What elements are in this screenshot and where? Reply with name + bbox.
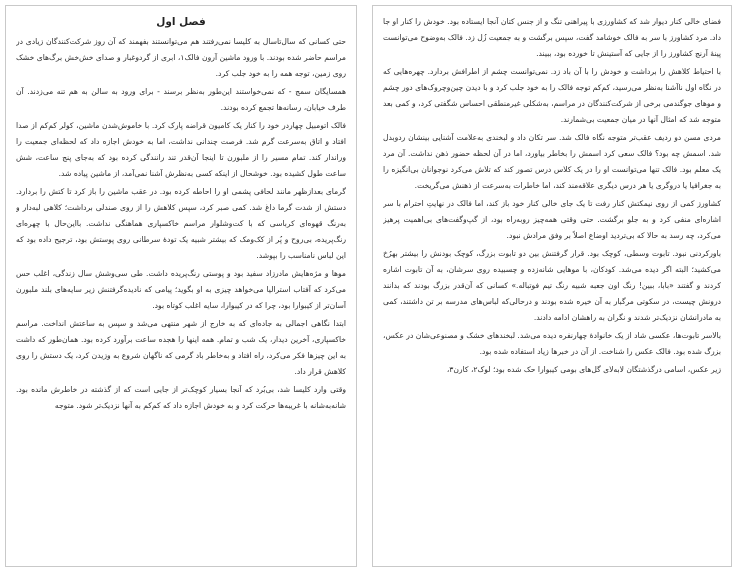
right-page-text-block xyxy=(383,14,721,562)
paragraph: موها و مژه‌هایش مادرزاد سفید بود و پوستی رنگ‌پریده داشت. طی سی‌وشش سال زندگی، اغلب حس می‌کرد که آفتاب استرالیا می‌خواهد چیزی به او بگوید؛ پیامی که نادیده‌گرفتنش زیر سایه‌های بلند ملبورن آسان‌تر از کیبوارا بود، چرا که در کیبوارا، سایه اغلب کوتاه بود. xyxy=(16,269,346,310)
paragraph: زیر عکس، اسامی درگذشتگان لابه‌لای گل‌های بومی کیبوارا حک شده بود؛ لوک۲، کارن۳، xyxy=(446,365,721,374)
paragraph: گرمای بعدازظهر مانند لحافی پشمی او را احاطه کرده بود. در عقب ماشین را باز کرد تا کتش را بردارد. دستش از شدت گرما داغ شد. کمی صبر کرد، سپس کلاهش را از روی صندلی برداشت؛ کلاهی لبه‌دار و به‌رنگ قهوه‌ای کرباسی که با کت‌وشلوار مراسم خاکسپاری هماهنگی نداشت. بااین‌حال با چهره‌ای رنگ‌پریده، بی‌روح و پُر از کک‌ومک که بیشتر شبیه یک تودهٔ سرطانی روی پوستش بود، ترجیح داده بود که این لباس نامناسب را بپوشد. xyxy=(16,187,346,260)
paragraph: همسایگان سمج - که نمی‌خواستند این‌طور به‌نظر برسند - برای ورود به سالن به هم تنه می‌زدند. آن طرف خیابان، رسانه‌ها تجمع کرده بودند. xyxy=(16,87,346,112)
paragraph: باورکردنی نبود. تابوت وسطی، کوچک بود. قرار گرفتنش بین دو تابوت بزرگ، کوچک بودنش را بیشتر بهرُخ می‌کشید؛ البته اگر دیده می‌شد. کودکان، با موهایی شانه‌زده و چسبیده روی سرشان، به آن تابوت اشاره کردند و گفتند «بابا، ببین! رنگ اون جعبه شبیه رنگ تیم فوتباله.» کسانی که آن‌قدر بزرگ بودند که بدانند درونش چیست، در سکوتی مرگبار به آن خیره شده بودند و درحالی‌که لباس‌های مدرسه بر تن داشتند، کمی به مادرانشان نزدیک‌تر شدند و نگران به راهشان ادامه دادند. xyxy=(383,249,721,322)
paragraph: وقتی وارد کلیسا شد، بی‌بُرد که آنجا بسیار کوچک‌تر از جایی است که از گذشته در خاطرش مانده بود. شانه‌به‌شانه با غریبه‌ها حرکت کرد و به خودش اجازه داد که کم‌کم به آنها نزدیک‌تر شود. متوجه xyxy=(16,385,346,410)
paragraph: بالاسر تابوت‌ها، عکسی شاد از یک خانوادهٔ چهارنفره دیده می‌شد. لبخندهای خشک و مصنوعی‌شان در عکس، بزرگ شده بود. فالک عکس را شناخت. از آن در خبرها زیاد استفاده شده بود. xyxy=(383,331,721,356)
left-page-text-block xyxy=(16,14,346,562)
paragraph: مردی مسن دو ردیف عقب‌تر متوجه نگاه فالک شد. سر تکان داد و لبخندی به‌علامت آشنایی بینشان ردوبدل شد. اسمش چه بود؟ فالک سعی کرد اسمش را بخاطر بیاورد، اما در آن لحظه حضور ذهن نداشت. آن مرد یک معلم بود. فالک تنها می‌توانست او را در یک کلاس درس تصور کند که تلاش می‌کرد نوجوانان بی‌انگیزه را به جغرافیا یا دروگری یا هر درس دیگری علاقه‌مند کند، اما خاطرات به‌سرعت از ذهنش می‌گریخت. xyxy=(383,133,721,190)
right-page xyxy=(372,5,732,567)
chapter-title: فصل اول xyxy=(156,16,206,28)
paragraph: کشاورز کمی از روی نیمکتش کنار رفت تا یک جای خالی کنار خود باز کند، اما فالک در نهایتِ احترام با سر اشاره‌ای منفی کرد و به جلو برگشت. حتی وقتی همه‌چیز روبه‌راه بود، از گپ‌وگفت‌های بی‌اهمیت پرهیز می‌کرد، چه رسد به حالا که بی‌تردید اوضاع اصلاً بر وفق مرادش نبود. xyxy=(383,199,721,240)
paragraph: با احتیاط کلاهش را برداشت و خودش را با آن باد زد. نمی‌توانست چشم از اطرافش بردارد. چهره‌هایی که در نگاه اول ناآشنا به‌نظر می‌رسید، کم‌کم توجه فالک را به خود جلب کرد و با دیدن چین‌وچروک‌های دور چشم و موهای جوگندمی برخی از شرکت‌کنندگان در مراسم، به‌شکلی غیرمنطقی احساس شگفتی کرد، و کمی بعد متوجه شد که امثال آنها در میان جمعیت بی‌شمارند. xyxy=(383,67,721,124)
left-page xyxy=(5,5,357,567)
paragraph: ابتدا نگاهی اجمالی به جاده‌ای که به خارج از شهر منتهی می‌شد و سپس به ساعتش انداخت. مراسم خاکسپاری، آخرین دیدار، یک شب و تمام. همه اینها را هجده ساعت برآورد کرده بود. همان‌طور که داشت به این چیزها فکر می‌کرد، راه افتاد و به‌خاطر باد گرمی که ناگهان شروع به وزیدن کرد، یک دستش را روی کلاهش قرار داد. xyxy=(16,319,346,376)
paragraph: فضای خالی کنار دیوار شد که کشاورزی با پیراهنی تنگ و از جنس کتان آنجا ایستاده بود. خودش را کنار او جا داد. مرد کشاورز با سر به فالک خوشامد گفت، سپس برگشت و به جمعیت زُل زد. فالک به‌وضوح می‌توانست پینهٔ آرنج کشاورز را از جایی که آستینش تا خورده بود، ببیند. xyxy=(383,17,721,58)
paragraph: حتی کسانی که سال‌تاسال به کلیسا نمی‌رفتند هم می‌توانستند بفهمند که آن روز شرکت‌کنندگان زیادی در مراسم حاضر شده بودند. با ورود ماشین آرون فالک۱، ابری از گردوغبار و صدای خش‌خش برگ‌های خشک روی زمین، توجه همه را به خود جلب کرد. xyxy=(16,37,346,78)
paragraph: فالک اتومبیل چهاردر خود را کنار یک کامیون قراضه پارک کرد. با خاموش‌شدن ماشین، کولر کم‌کم از صدا افتاد و اتاق به‌سرعت گرم شد. فرصت چندانی نداشت، اما به خودش اجازه داد که لحظه‌ای جمعیت را وراندار کند. تمام مسیر را از ملبورن تا اینجا آن‌قدر تند رانندگی کرده بود که به‌جای پنج ساعت، شش ساعت طول کشیده بود. خوشحال از اینکه کسی به‌نظرش آشنا نمی‌آمد، از ماشین پیاده شد. xyxy=(16,121,346,178)
